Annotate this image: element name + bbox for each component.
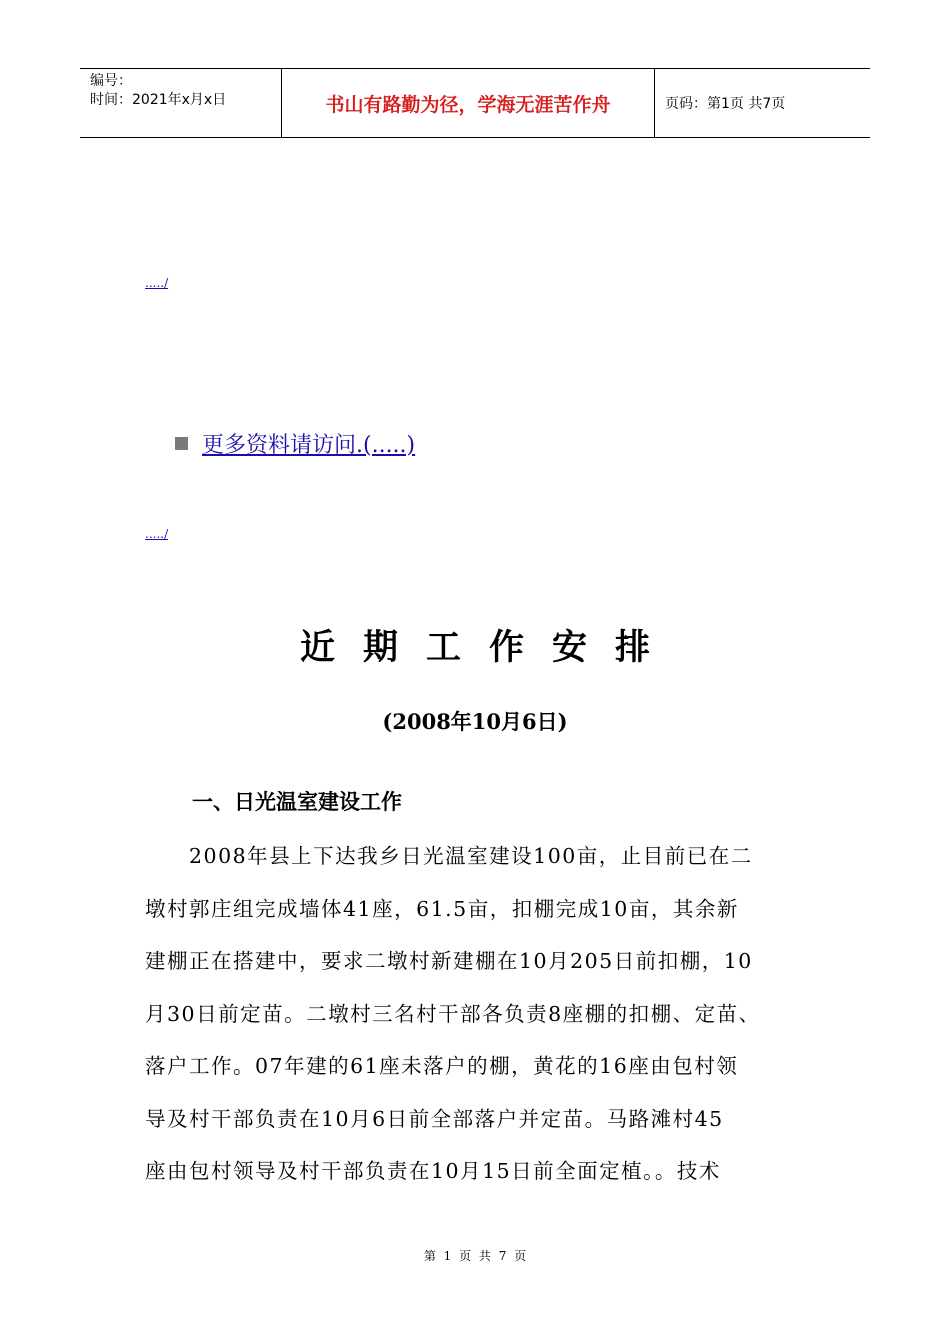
paragraph-line: 落户工作。07年建的61座未落户的棚，黄花的16座由包村领 (145, 1054, 739, 1078)
body-paragraph (145, 830, 815, 1198)
header-meta (90, 72, 280, 110)
paragraph-line: 建棚正在搭建中，要求二墩村新建棚在10月205日前扣棚，10 (145, 949, 753, 973)
document-title: 近期工作安排 (299, 628, 678, 668)
paragraph-line: 座由包村领导及村干部负责在10月15日前全面定植。。技术 (145, 1159, 721, 1183)
header-divider-right (654, 69, 655, 137)
paragraph-line: 月30日前定苗。二墩村三名村干部各负责8座棚的扣棚、定苗、 (145, 1001, 761, 1026)
header-page-info: 页码：第1页 共7页 (665, 96, 786, 112)
square-bullet-icon (175, 437, 188, 450)
paragraph-line: 导及村干部负责在10月6日前全部落户并定苗。马路滩村45 (145, 1106, 724, 1131)
number-label: 编号： (90, 73, 132, 89)
more-info-row (175, 428, 415, 459)
page-header (80, 68, 870, 138)
section-heading: 一、日光温室建设工作 (192, 790, 402, 814)
bottom-small-link[interactable]: ...../ (145, 527, 169, 541)
top-small-link[interactable]: ...../ (145, 276, 169, 290)
paragraph-line: 墩村郭庄组完成墙体41座，61.5亩，扣棚完成10亩，其余新 (145, 896, 739, 921)
more-info-link[interactable]: 更多资料请访问.(.....) (202, 433, 416, 458)
page-footer: 第 1 页 共 7 页 (423, 1249, 527, 1263)
time-label: 时间：2021年x月x日 (90, 92, 227, 108)
header-motto: 书山有路勤为径，学海无涯苦作舟 (325, 93, 611, 116)
document-date: (2008年10月6日) (382, 709, 568, 734)
paragraph-line: 2008年县上下达我乡日光温室建设100亩，止目前已在二 (145, 844, 753, 868)
